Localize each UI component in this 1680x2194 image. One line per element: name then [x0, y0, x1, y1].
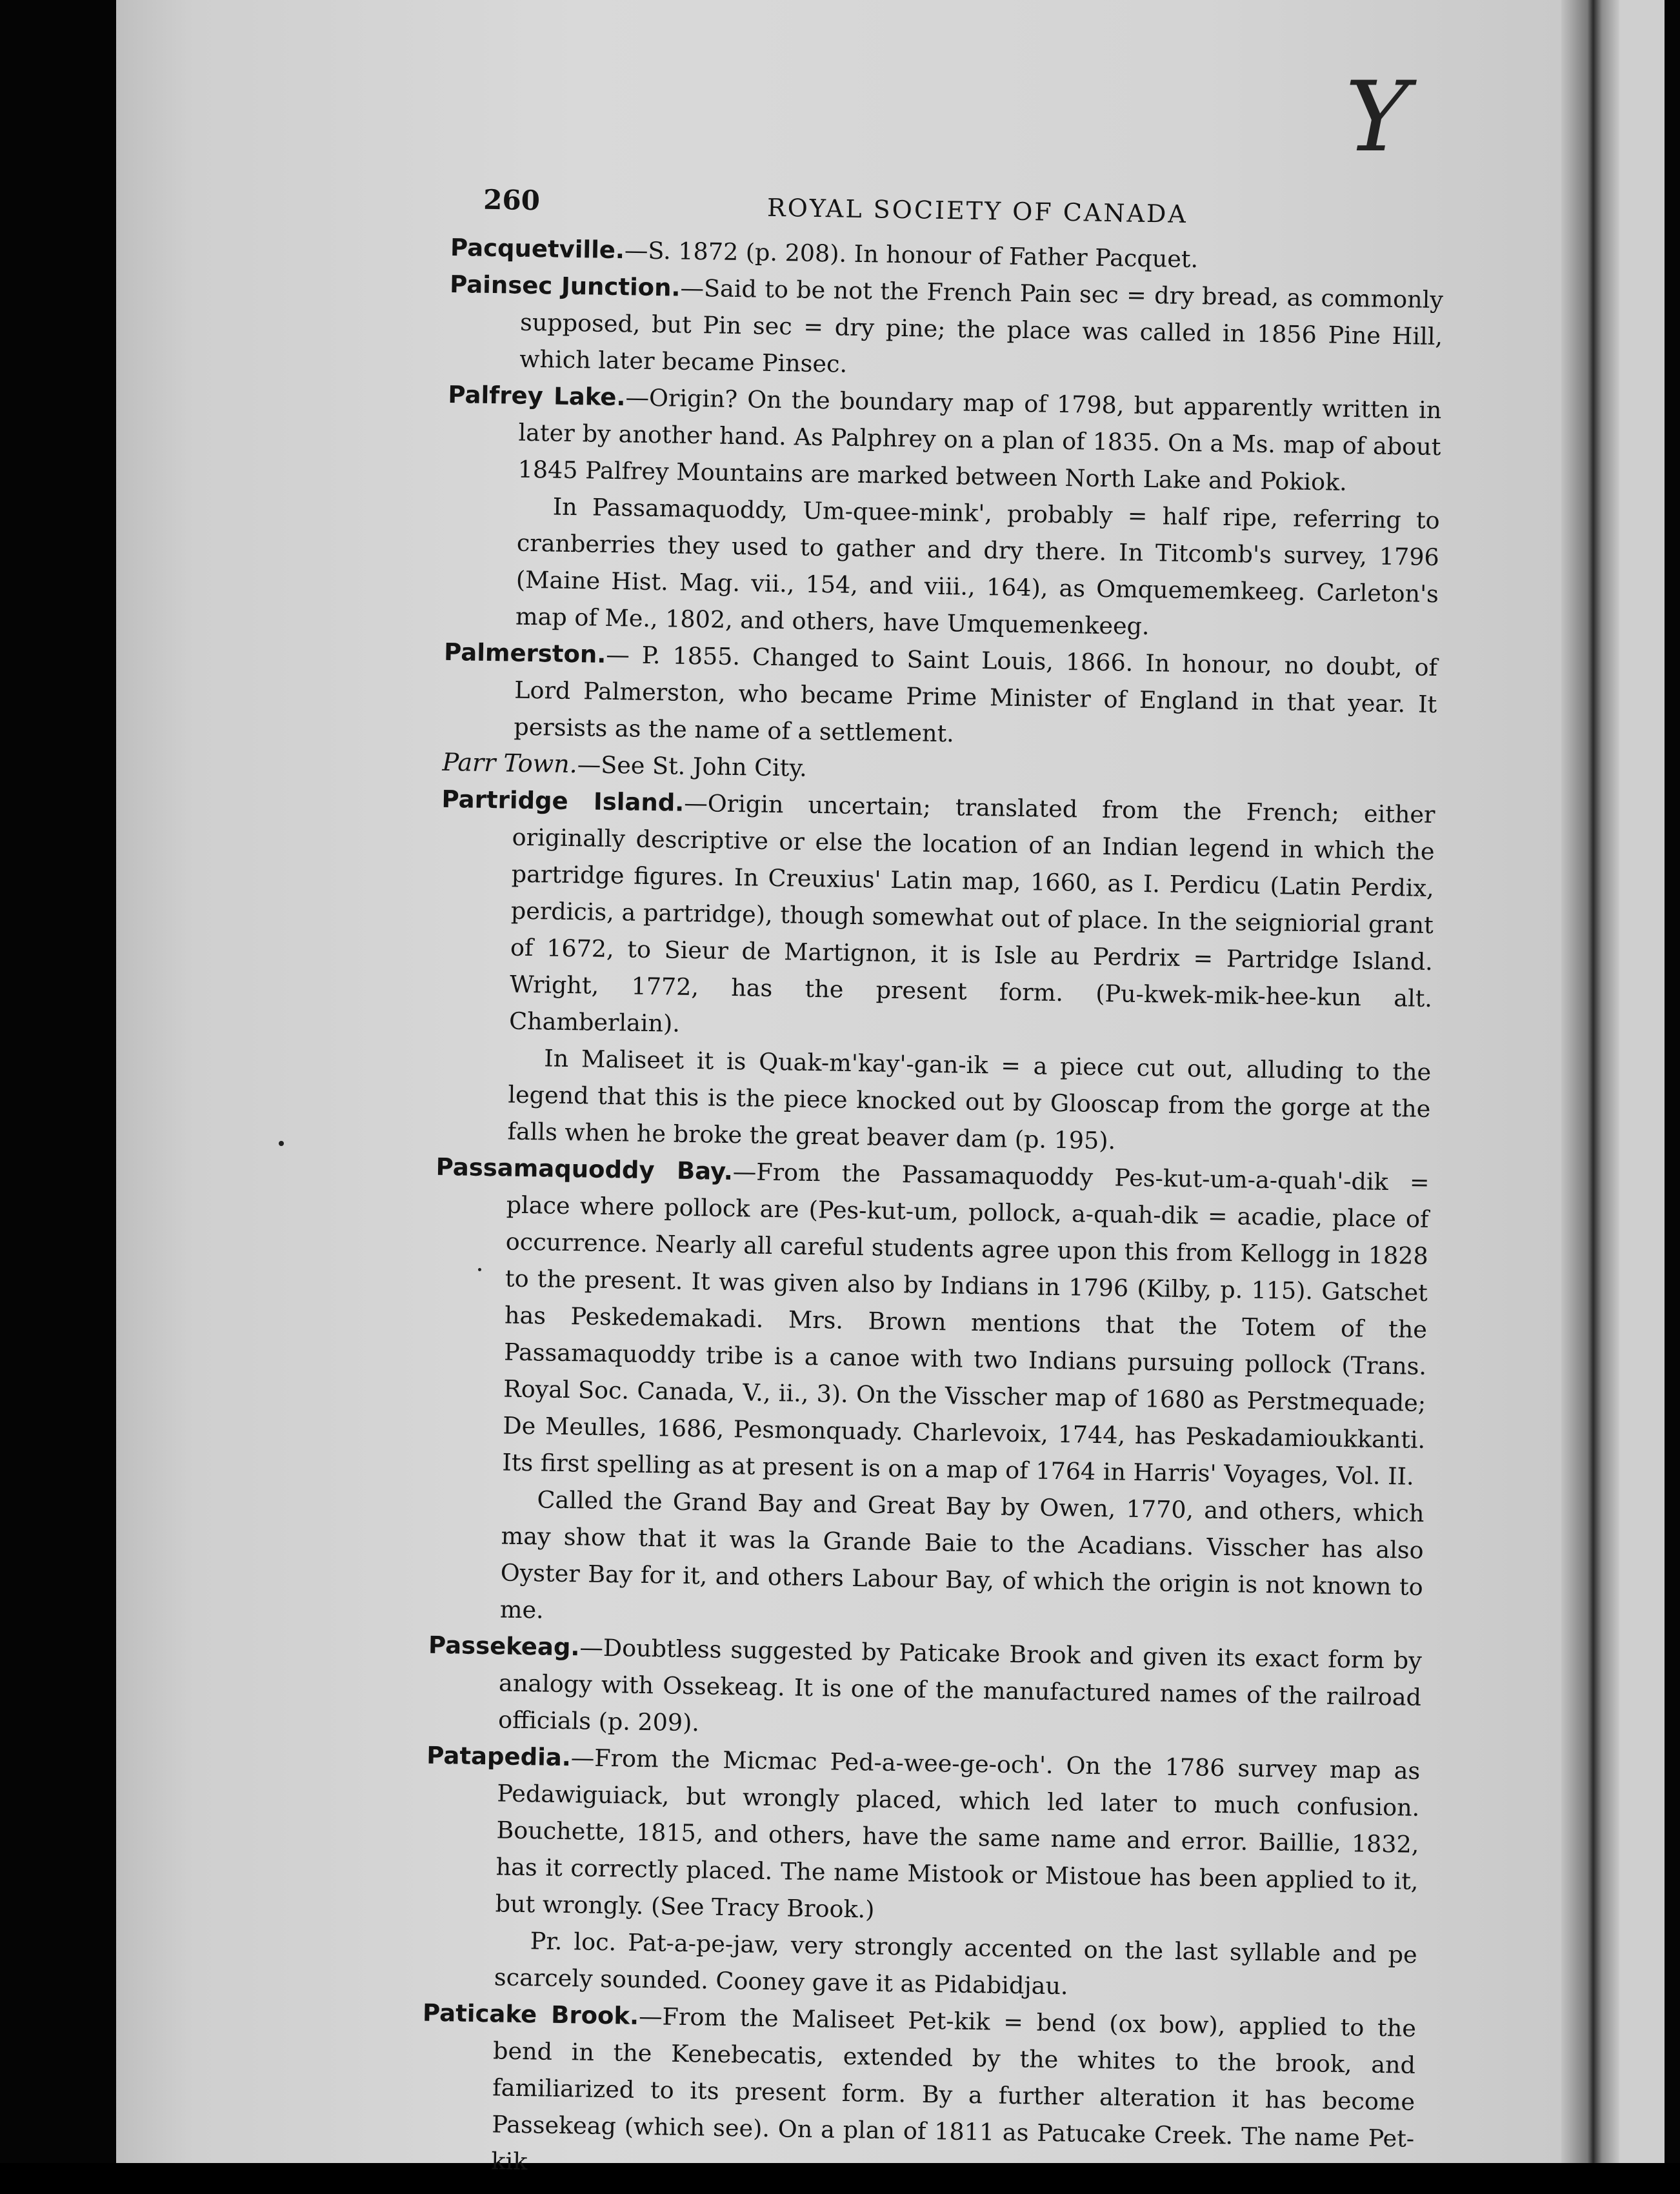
headword: Passamaquoddy Bay. [435, 1152, 734, 1186]
entry-text: — P. 1855. Changed to Saint Louis, 1866. In honour, no doubt, of Lord Palmerston, who became Prime Minister of England in that year. It persists as the name of a settlement. [514, 640, 1438, 748]
entry-paragraph [445, 487, 1440, 649]
handwritten-margin-mark: Y [1345, 61, 1410, 174]
entry-text: —Origin? On the boundary map of 1798, but apparently written in later by another hand. As Palphrey on a plan of 1835. On a Ms. map of about 1845 Palfrey Mountains are marked between North Lake and Pokiok. [517, 383, 1442, 496]
entry [448, 266, 1443, 392]
entry-text: —From the Maliseet Pet-kik = bend (ox bow), applied to the bend in the Kenebecatis, extended by the whites to the brook, and familiarized to its present form. By a further alteration it has become Passekeag (which see). On a plan of 1811 as Patucake Creek. The name Pet-kik [491, 2002, 1417, 2176]
entry-text: —Said to be not the French Pain sec = dry bread, as commonly supposed, but Pin sec = dry pine; the place was called in 1856 Pine Hill, which later became Pinsec. [519, 274, 1444, 378]
headword: Partridge Island. [441, 785, 685, 817]
headword: Palmerston. [443, 638, 606, 669]
entry-text: —Doubtless suggested by Paticake Brook and given its exact form by analogy with Ossekeag. It is one of the manufactured names of the railroad officials (p. 209). [497, 1633, 1423, 1737]
headword: Parr Town. [442, 747, 578, 779]
headword: Patapedia. [426, 1741, 572, 1772]
running-head: ROYAL SOCIETY OF CANADA [766, 193, 1188, 228]
entry-text: In Maliseet it is Quak-m'kay'-gan-ik = a piece cut out, alluding to the legend that this is the piece knocked out by Glooscap from the gorge at the falls when he broke the great beaver dam (p. 195). [507, 1044, 1432, 1155]
headword: Palfrey Lake. [448, 380, 626, 412]
adjacent-page-edge [1619, 0, 1665, 2163]
entry-text: —Origin uncertain; translated from the French; either originally descriptive or else the location of an Indian legend in which the partridge figures. In Creuxius' Latin map, 1660, as I. Perdicu (Latin Perdix, perdicis, a partridge), though somewhat out of place. In the seigniorial grant of 1672, to Sieur de Martignon, it is Isle au Perdrix = Partridge Island. Wright, 1772, has the present form. (Pu-kwek-mik-hee-kun alt. Chamberlain). [508, 789, 1435, 1038]
entry [438, 781, 1435, 1054]
entry [446, 376, 1441, 502]
entry-text: Called the Grand Bay and Great Bay by Owen, 1770, and others, which may show that it was la Grande Baie to the Acadians. Visscher has also Oyster Bay for it, and others Labour Bay, of which the origin is not known to me. [499, 1485, 1425, 1624]
entry-text: Pr. loc. Pat-a-pe-jaw, very strongly accented on the last syllable and pe scarcely sounded. Cooney gave it as Pidabidjau. [494, 1927, 1418, 2000]
entry [427, 1627, 1422, 1753]
entry-text: —From the Micmac Ped-a-wee-ge-och'. On the 1786 survey map as Pedawiguiack, but wrongly placed, which led later to much confusion. Bouchette, 1815, and others, have the same name and error. Baillie, 1832, has it correctly placed. The name Mistook or Mistoue has been applied to it, but wrongly. (See Tracy Brook.) [495, 1744, 1421, 1924]
entry [431, 1149, 1430, 1495]
entry [443, 634, 1437, 760]
entry-text: —S. 1872 (p. 208). In honour of Father Pacquet. [624, 236, 1199, 274]
gazetteer-entries [420, 229, 1444, 2194]
entry-text: —From the Passamaquoddy Pes-kut-um-a-quah'-dik = place where pollock are (Pes-kut-um, pollock, a-quah-dik = acadie, place of occurrence. Nearly all careful students agree upon this from Kellogg in 1828 to the present. It was given also by Indians in 1796 (Kilby, p. 115). Gatschet has Peskedemakadi. Mrs. Brown mentions that the Totem of the Passamaquoddy tribe is a canoe with two Indians pursuing pollock (Trans. Royal Soc. Canada, V., ii., 3). On the Visscher map of 1680 as Perstmequade; De Meulles, 1686, Pesmonquady. Charlevoix, 1744, has Peskadamioukkanti. Its first spelling as at present is on a map of 1764 in Harris' Voyages, Vol. II. [502, 1158, 1430, 1491]
entry-paragraph [436, 1038, 1431, 1164]
page-number: 260 [483, 183, 541, 217]
entry-text: —See St. John City. [577, 750, 808, 782]
headword: Pacquetville. [450, 233, 625, 265]
headword: Painsec Junction. [449, 270, 681, 302]
entry [420, 1995, 1416, 2194]
book-gutter [1561, 0, 1619, 2163]
entry-text: In Passamaquoddy, Um-quee-mink', probably = half ripe, referring to cranberries they used to gather and dry there. In Titcomb's survey, 1796 (Maine Hist. Mag. vii., 154, and viii., 164), as Omquememkeeg. Carleton's map of Me., 1802, and others, have Umquemenkeeg. [515, 492, 1440, 641]
page-content [420, 168, 1445, 2194]
headword: Paticake Brook. [422, 1998, 639, 2030]
headword: Passekeag. [428, 1631, 580, 1662]
entry-paragraph [428, 1480, 1424, 1642]
entry [424, 1737, 1420, 1937]
speck [279, 1141, 284, 1146]
